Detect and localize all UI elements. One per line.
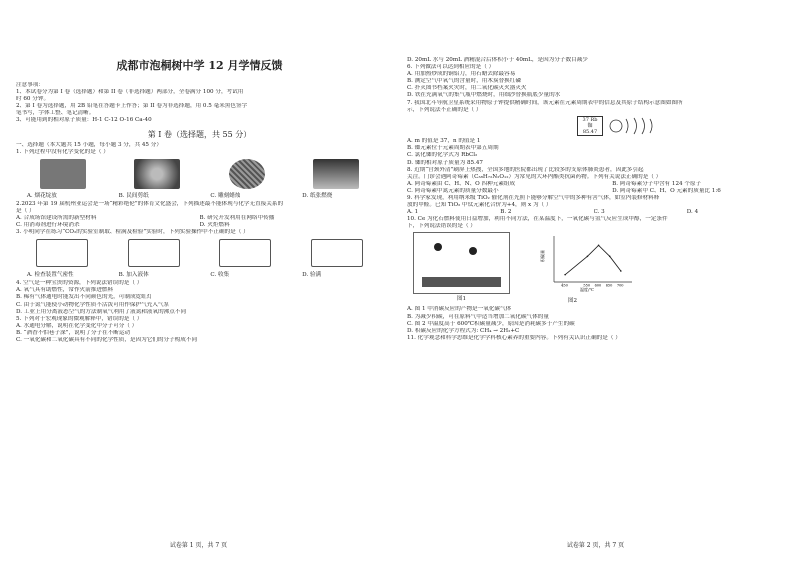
option: B. 研究开发利用在网络中传播 (199, 214, 275, 221)
text-line: D. 20mL 水与 20mL 酒精混合后体积小于 40mL，是因为分子数目减少 (407, 57, 588, 63)
option: D. 4 (686, 209, 699, 216)
figure-2-wrap (510, 232, 635, 304)
molecule-icon (434, 243, 442, 251)
option: B. 2 (500, 209, 512, 216)
q2-options (16, 215, 383, 229)
part-heading: 一、选择题（本大题共 15 小题，每小题 3 分，共 45 分） (16, 141, 162, 148)
apparatus-image (36, 239, 88, 267)
option: C. 图 2 中温度高于 600℃积碳量减少，原因是消耗碳多于产生的碳 (407, 320, 575, 327)
option: A. 图 1 中消碳反应的产物是一氧化碳气体 (407, 306, 512, 313)
data-point (609, 256, 611, 258)
question-10: 10. Ce 为化石燃料使用日益增加，利用不同方法，在某温度下，一氧化碳与氢气反应生成甲醇，一定条件 (407, 216, 668, 223)
x-tick-label: 700 (616, 283, 624, 288)
text-line: B. 测定空气中氧气的含量时，用木炭替换红磷 (407, 78, 521, 85)
element-name: 铷 (587, 123, 593, 130)
notice-block (16, 82, 383, 125)
text-line: C. 扑灭图书档案火灾时，用二氧化碳灭火器灭火 (407, 85, 527, 92)
question-11: 11. 化学观念和科学思维是化学学科核心素养的重要内容。下列有关认识正确的是（ ） (407, 334, 621, 341)
option: C. 收集 (210, 272, 230, 279)
element-symbol: Rb (590, 117, 598, 124)
data-point (620, 271, 622, 273)
option: D. 火炬燃料 (199, 222, 230, 229)
question-3: 3. 小明同学在练习“CO₂的实验室制取、检满及检验”实验时，下列实验操作中不正确的是（ ） (16, 229, 249, 236)
x-tick-label: 550 (583, 283, 591, 288)
notice-line: 1、本试卷分为第 I 卷（选择题）和第 II 卷（非选择题）两部分，全卷满分 100 分，考试用 (16, 89, 244, 96)
option: A. 氧气具有助燃性，常作火箭推进燃料 (16, 287, 114, 294)
element-cell (577, 116, 603, 136)
question-8-cont: 关注。门诊会遇阿奇霉素（C₃₈H₇₂N₂O₁₂）为常见的大环内酯类抗菌药物。下列有关说法正确的是（ ） (407, 173, 662, 180)
question-9-cont: 放的甲醛。已知 TiO₂ 中钛元素化合价为+4，则 x 为（ ） (407, 202, 552, 209)
series-line (565, 246, 621, 275)
atom-figure (407, 116, 780, 137)
x-tick-label: 450 (561, 283, 568, 288)
option: A. 阿奇霉素由 C、H、N、O 四种元素组成 (407, 180, 516, 187)
option: C. 3 (593, 209, 605, 216)
apparatus-image (311, 239, 363, 267)
option: C. 阿奇霉素中氮元素的质量分数最小 (407, 187, 499, 194)
question-4: 4. 空气是一种宝贵的资源，下列说法错误的是（ ） (16, 280, 143, 287)
figure-caption: 图2 (567, 298, 578, 305)
option: C. 一氧化碳和二氧化碳具有不同的化学性质，是因为它们的分子构成不同 (16, 336, 198, 343)
text-line: 7. 我国北斗导航卫星系统采用物原子钟提供精确时间，该元素在元素周期表中的信息及其原子结构示意图如图所 (407, 99, 683, 106)
q10-figures (413, 232, 780, 304)
carbon-deposit-chart (540, 232, 635, 292)
data-point (598, 245, 600, 247)
question-2-cont: 是（ ） (16, 207, 35, 214)
option: B. 阿奇霉素分子中含有 124 个原子 (612, 180, 702, 187)
x-tick-label: 600 (594, 283, 602, 288)
notice-line: 2、第 I 卷为选择题，用 2B 铅笔在答题卡上作答；第 II 卷为非选择题，用 0.5 毫米黑色签字 (16, 103, 248, 110)
page-footer: 试卷第 1 页，共 7 页 (169, 542, 228, 549)
option: B. 为减少积碳，可在原料气中适当增加二氧化碳气体的量 (407, 313, 549, 320)
reaction-diagram (413, 232, 510, 294)
paper-burning-image (313, 159, 359, 189)
option: A. m 的值是 37，n 的值是 1 (407, 138, 481, 145)
data-point (564, 274, 566, 276)
question-10-cont: 下，下列说法错误的是（ ） (407, 223, 476, 230)
option: A. 1 (407, 209, 419, 216)
option: C. 雕刻蜡烛 (210, 192, 241, 199)
option: C. 由于氮气能使小动物化学性质不活泼可用作保护气充入气泵 (16, 301, 170, 308)
option: D. 纸张燃烧 (302, 192, 333, 199)
q8-options (407, 181, 780, 195)
notice-line: 笔书写，字体工整、笔记清晰。 (16, 110, 95, 117)
option: B. 铷元素位于元素周期表中第五周期 (407, 145, 499, 152)
question-5: 5. 下列对于宏观现象的微观解释中，错误的是（ ） (16, 315, 143, 322)
y-axis-label: 积碳量 (540, 250, 545, 263)
atom-structure-diagram (608, 116, 668, 136)
q1-images (16, 159, 383, 189)
q9-options (407, 209, 780, 216)
molecule-icon (469, 247, 477, 255)
question-9: 9. 科学家发现，利用纳米级 TiO₂ 催化剂在光照下能够分解空气中的多种有害气体，如室内装修材料释 (407, 195, 660, 201)
text-line: A. 用加热炒成的铜铝刀，用石蜡去除最容易 (407, 71, 516, 78)
q3-options (16, 270, 383, 278)
q1-options (16, 191, 383, 199)
option: B. 稀有气体通电时能发出不同颜色的光，可制成霓虹灯 (16, 294, 153, 301)
paper-cut-image (134, 159, 180, 189)
question-8: 8. 近期“宫颈外清”刷屏上热搜，全国多地的医院都出现了比较多的支原体肺炎患者，因此多引起 (407, 166, 644, 173)
option: A. 检查装置气密性 (26, 272, 74, 279)
option: C. 氯化铷的化学式为 RbCl₂ (407, 152, 478, 159)
option: D. 铷的相对原子质量为 85.47 (407, 159, 483, 166)
notice-line: 注意事项： (16, 82, 44, 88)
data-point (587, 256, 589, 258)
option: D. 阿奇霉素中 C、H、O 元素的质量比 1:6 (612, 187, 721, 194)
exam-title: 成都市泡桐树中学 12 月学情反馈 (116, 59, 283, 72)
right-block-a (407, 57, 780, 114)
option: D. 积碳反应的化学方程式为: CH₄ → 2H₂+C (407, 327, 520, 334)
figure-caption: 图1 (456, 296, 467, 303)
x-tick-label: 650 (605, 283, 613, 288)
apparatus-image (128, 239, 180, 267)
option: D. 验满 (302, 272, 322, 279)
text-line: 6. 下列做法可以达到相应的是（ ） (407, 64, 495, 71)
notice-line: 3、可能用到的相对原子质量：H-1 C-12 O-16 Ca-40 (16, 117, 152, 124)
candle-carving-image (229, 159, 265, 189)
question-1: 1. 下列过程中没有化学变化的是（ ） (16, 148, 109, 155)
q3-apparatus (16, 239, 383, 267)
page-footer: 试卷第 2 页，共 7 页 (566, 542, 625, 549)
apparatus-image (219, 239, 271, 267)
option: A. 水通电分解，说明在化学变化中分子可分（ ） (16, 322, 138, 329)
atomic-mass: 85.47 (582, 129, 598, 136)
option: B. 民间剪纸 (118, 192, 149, 199)
text-line: 示，下列说法不正确的是（ ） (407, 106, 482, 113)
x-axis-label: 温度/℃ (580, 287, 594, 293)
page-right (397, 0, 794, 561)
fireworks-image (40, 159, 86, 189)
figure-1-wrap (413, 232, 510, 304)
catalyst-surface (422, 277, 501, 287)
option: C. 用消毒剂进行环境消杀 (16, 222, 80, 229)
option: A. 烟花绽放 (26, 192, 57, 199)
option: B. 加入液体 (118, 272, 149, 279)
atomic-number: 37 (582, 117, 589, 124)
question-2: 2.2023 年第 19 届杭州亚运会是一场“精彩绝伦”的体育文化盛会，下列描述最不能体现与化学无直接关系的 (16, 200, 284, 207)
notice-line: 时 60 分钟。 (16, 96, 50, 103)
text-line: D. 铁在充满氧气的集气瓶中燃烧时，用细沙替换瓶底少量的水 (407, 92, 561, 99)
option: B. “酒香不怕巷子深”，说明了分子在不断运动 (16, 329, 131, 336)
section-heading: 第 I 卷（选择题，共 55 分） (147, 129, 252, 139)
option: D. 工业上用分离液态空气的方法制氧气利用了液氮和液氧的沸点不同 (16, 308, 187, 315)
option: A. 合成场馆建设所需的新型材料 (16, 214, 97, 221)
